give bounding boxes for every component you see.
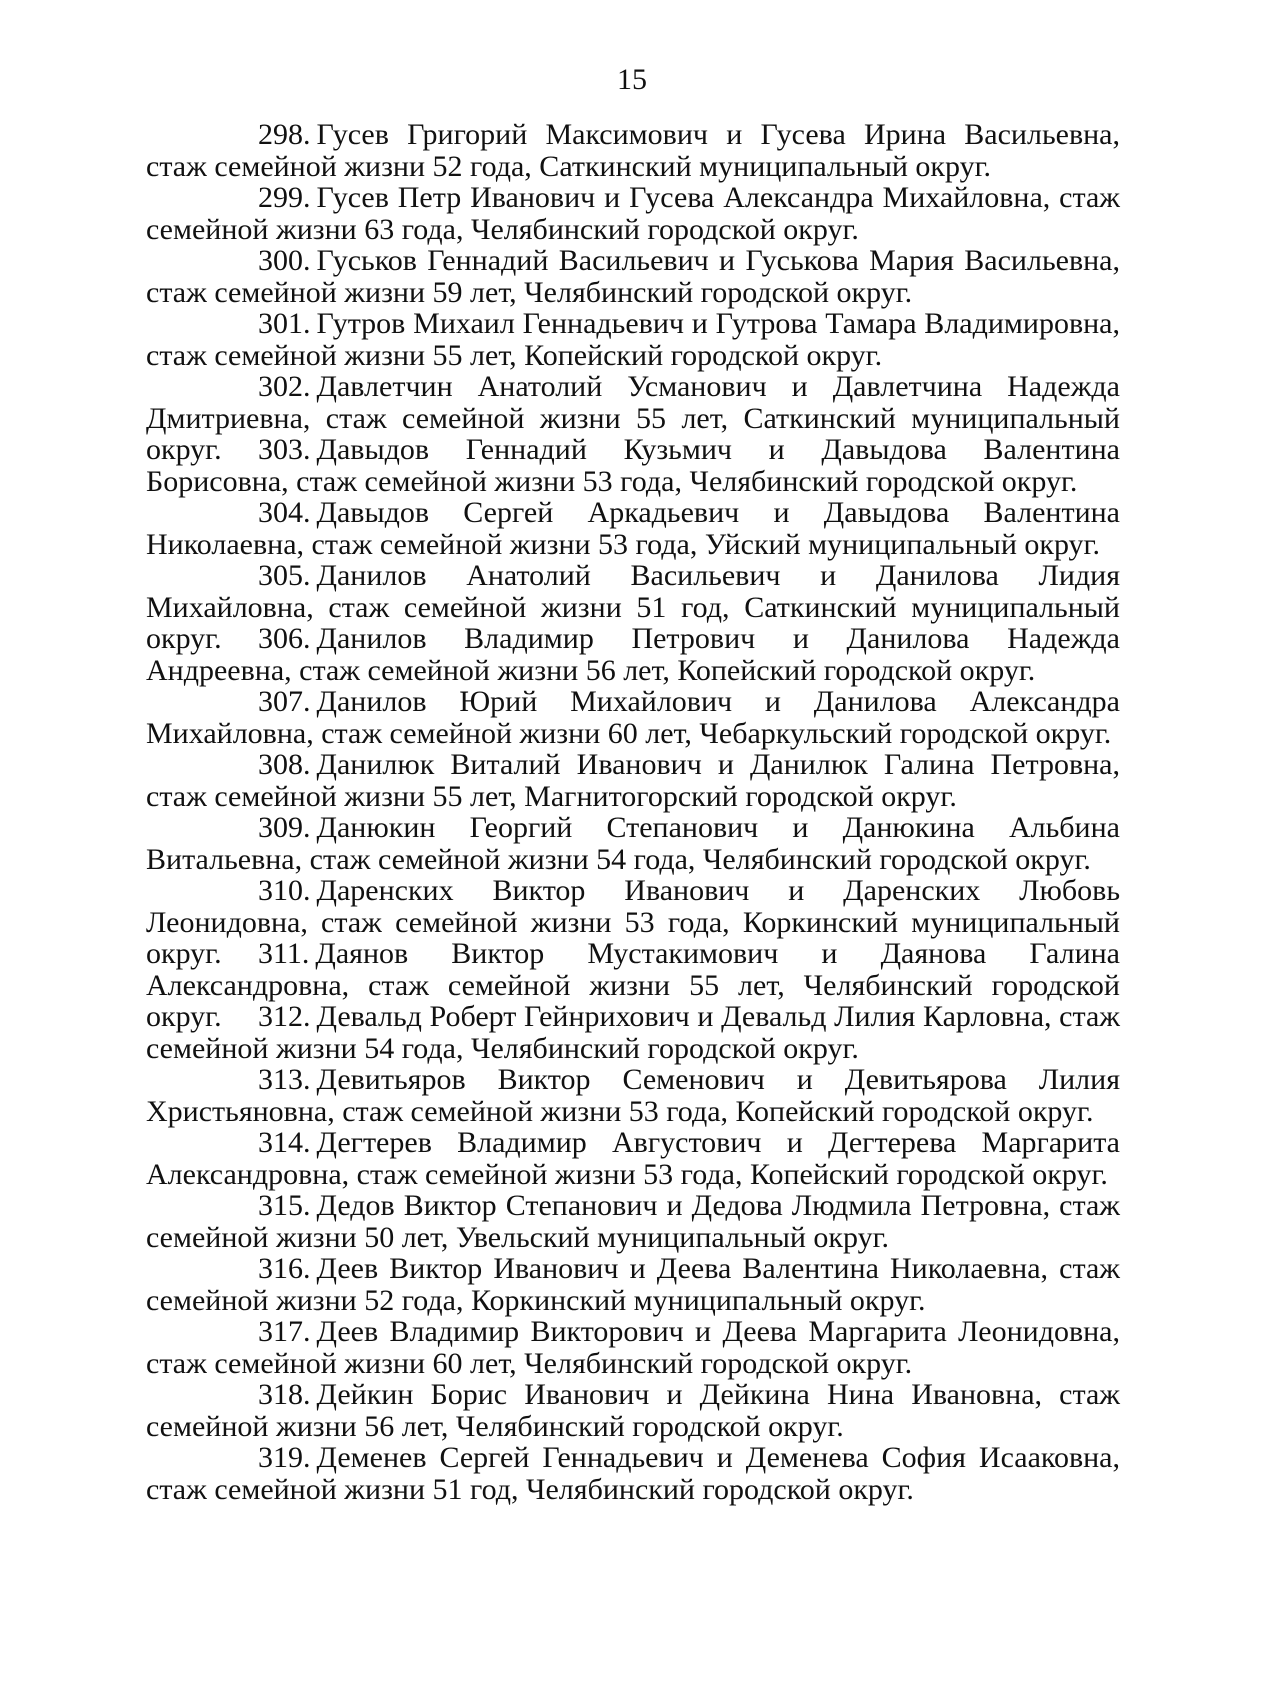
entry-number: 306.: [258, 622, 311, 655]
entry-number: 300.: [258, 244, 311, 277]
entry-text: Дегтерев Владимир Августович и Дегтерева Маргарита Александровна, стаж семейной жизни 53 года, Копейский городской округ.: [146, 1126, 1120, 1191]
entry-number: 299.: [258, 181, 311, 214]
list-item: [146, 1190, 1120, 1253]
entry-number: 314.: [258, 1126, 311, 1159]
entry-text: Даренских Виктор Иванович и Даренских Любовь Леонидовна, стаж семейной жизни 53 года, Коркинский муниципальный округ.: [146, 874, 1120, 970]
entry-number: 318.: [258, 1378, 311, 1411]
entry-text: Давыдов Сергей Аркадьевич и Давыдова Валентина Николаевна, стаж семейной жизни 53 года, Уйский муниципальный округ.: [146, 496, 1120, 561]
entry-number: 312.: [258, 1000, 311, 1033]
entry-number: 303.: [258, 433, 311, 466]
entry-text: Дейкин Борис Иванович и Дейкина Нина Ивановна, стаж семейной жизни 56 лет, Челябинский городской округ.: [146, 1378, 1120, 1443]
list-item: [146, 623, 1120, 686]
entry-text: Гутров Михаил Геннадьевич и Гутрова Тамара Владимировна, стаж семейной жизни 55 лет, Копейский городской округ.: [146, 307, 1120, 372]
list-item: [146, 1064, 1120, 1127]
entry-text: Данилов Юрий Михайлович и Данилова Александра Михайловна, стаж семейной жизни 60 лет, Чебаркульский городской округ.: [146, 685, 1120, 750]
entry-text: Девальд Роберт Гейнрихович и Девальд Лилия Карловна, стаж семейной жизни 54 года, Челябинский городской округ.: [146, 1000, 1120, 1065]
entry-text: Данюкин Георгий Степанович и Данюкина Альбина Витальевна, стаж семейной жизни 54 года, Челябинский городской округ.: [146, 811, 1120, 876]
list-item: [146, 308, 1120, 371]
entry-number: 304.: [258, 496, 311, 529]
entry-number: 305.: [258, 559, 311, 592]
list-item: [146, 434, 1120, 497]
entry-number: 315.: [258, 1189, 311, 1222]
entry-number: 316.: [258, 1252, 311, 1285]
entry-number: 310.: [258, 874, 311, 907]
entry-text: Гусев Григорий Максимович и Гусева Ирина Васильевна, стаж семейной жизни 52 года, Саткинский муниципальный округ.: [146, 118, 1120, 183]
list-item: [146, 1253, 1120, 1316]
entry-text: Данилов Анатолий Васильевич и Данилова Лидия Михайловна, стаж семейной жизни 51 год, Саткинский муниципальный округ.: [146, 559, 1120, 655]
entry-number: 302.: [258, 370, 311, 403]
list-item: [146, 1379, 1120, 1442]
list-item: [146, 182, 1120, 245]
entry-text: Деменев Сергей Геннадьевич и Деменева София Исааковна, стаж семейной жизни 51 год, Челябинский городской округ.: [146, 1441, 1120, 1506]
entry-number: 311.: [258, 937, 310, 970]
list-item: [146, 686, 1120, 749]
entry-text: Даянов Виктор Мустакимович и Даянова Галина Александровна, стаж семейной жизни 55 лет, Челябинский городской округ.: [146, 937, 1120, 1033]
entry-number: 313.: [258, 1063, 311, 1096]
entry-text: Деев Виктор Иванович и Деева Валентина Николаевна, стаж семейной жизни 52 года, Коркинский муниципальный округ.: [146, 1252, 1120, 1317]
list-item: [146, 1001, 1120, 1064]
entry-text: Данилюк Виталий Иванович и Данилюк Галина Петровна, стаж семейной жизни 55 лет, Магнитогорский городской округ.: [146, 748, 1120, 813]
entry-text: Девитьяров Виктор Семенович и Девитьярова Лилия Христьяновна, стаж семейной жизни 53 года, Копейский городской округ.: [146, 1063, 1120, 1128]
entry-text: Деев Владимир Викторович и Деева Маргарита Леонидовна, стаж семейной жизни 60 лет, Челябинский городской округ.: [146, 1315, 1120, 1380]
entry-number: 307.: [258, 685, 311, 718]
entry-list: [146, 119, 1120, 1505]
list-item: [146, 749, 1120, 812]
page-number: 15: [617, 63, 647, 96]
list-item: [146, 1442, 1120, 1505]
entry-number: 301.: [258, 307, 311, 340]
entry-number: 308.: [258, 748, 311, 781]
entry-text: Дедов Виктор Степанович и Дедова Людмила Петровна, стаж семейной жизни 50 лет, Увельский муниципальный округ.: [146, 1189, 1120, 1254]
list-item: [146, 497, 1120, 560]
list-item: [146, 1127, 1120, 1190]
list-item: [146, 1316, 1120, 1379]
entry-number: 309.: [258, 811, 311, 844]
entry-text: Данилов Владимир Петрович и Данилова Надежда Андреевна, стаж семейной жизни 56 лет, Копейский городской округ.: [146, 622, 1120, 687]
list-item: [146, 812, 1120, 875]
entry-number: 319.: [258, 1441, 311, 1474]
entry-text: Давыдов Геннадий Кузьмич и Давыдова Валентина Борисовна, стаж семейной жизни 53 года, Челябинский городской округ.: [146, 433, 1120, 498]
entry-text: Давлетчин Анатолий Усманович и Давлетчина Надежда Дмитриевна, стаж семейной жизни 55 лет, Саткинский муниципальный округ.: [146, 370, 1120, 466]
entry-text: Гуськов Геннадий Васильевич и Гуськова Мария Васильевна, стаж семейной жизни 59 лет, Челябинский городской округ.: [146, 244, 1120, 309]
entry-number: 317.: [258, 1315, 311, 1348]
list-item: [146, 245, 1120, 308]
entry-number: 298.: [258, 118, 311, 151]
list-item: [146, 119, 1120, 182]
entry-text: Гусев Петр Иванович и Гусева Александра Михайловна, стаж семейной жизни 63 года, Челябинский городской округ.: [146, 181, 1120, 246]
